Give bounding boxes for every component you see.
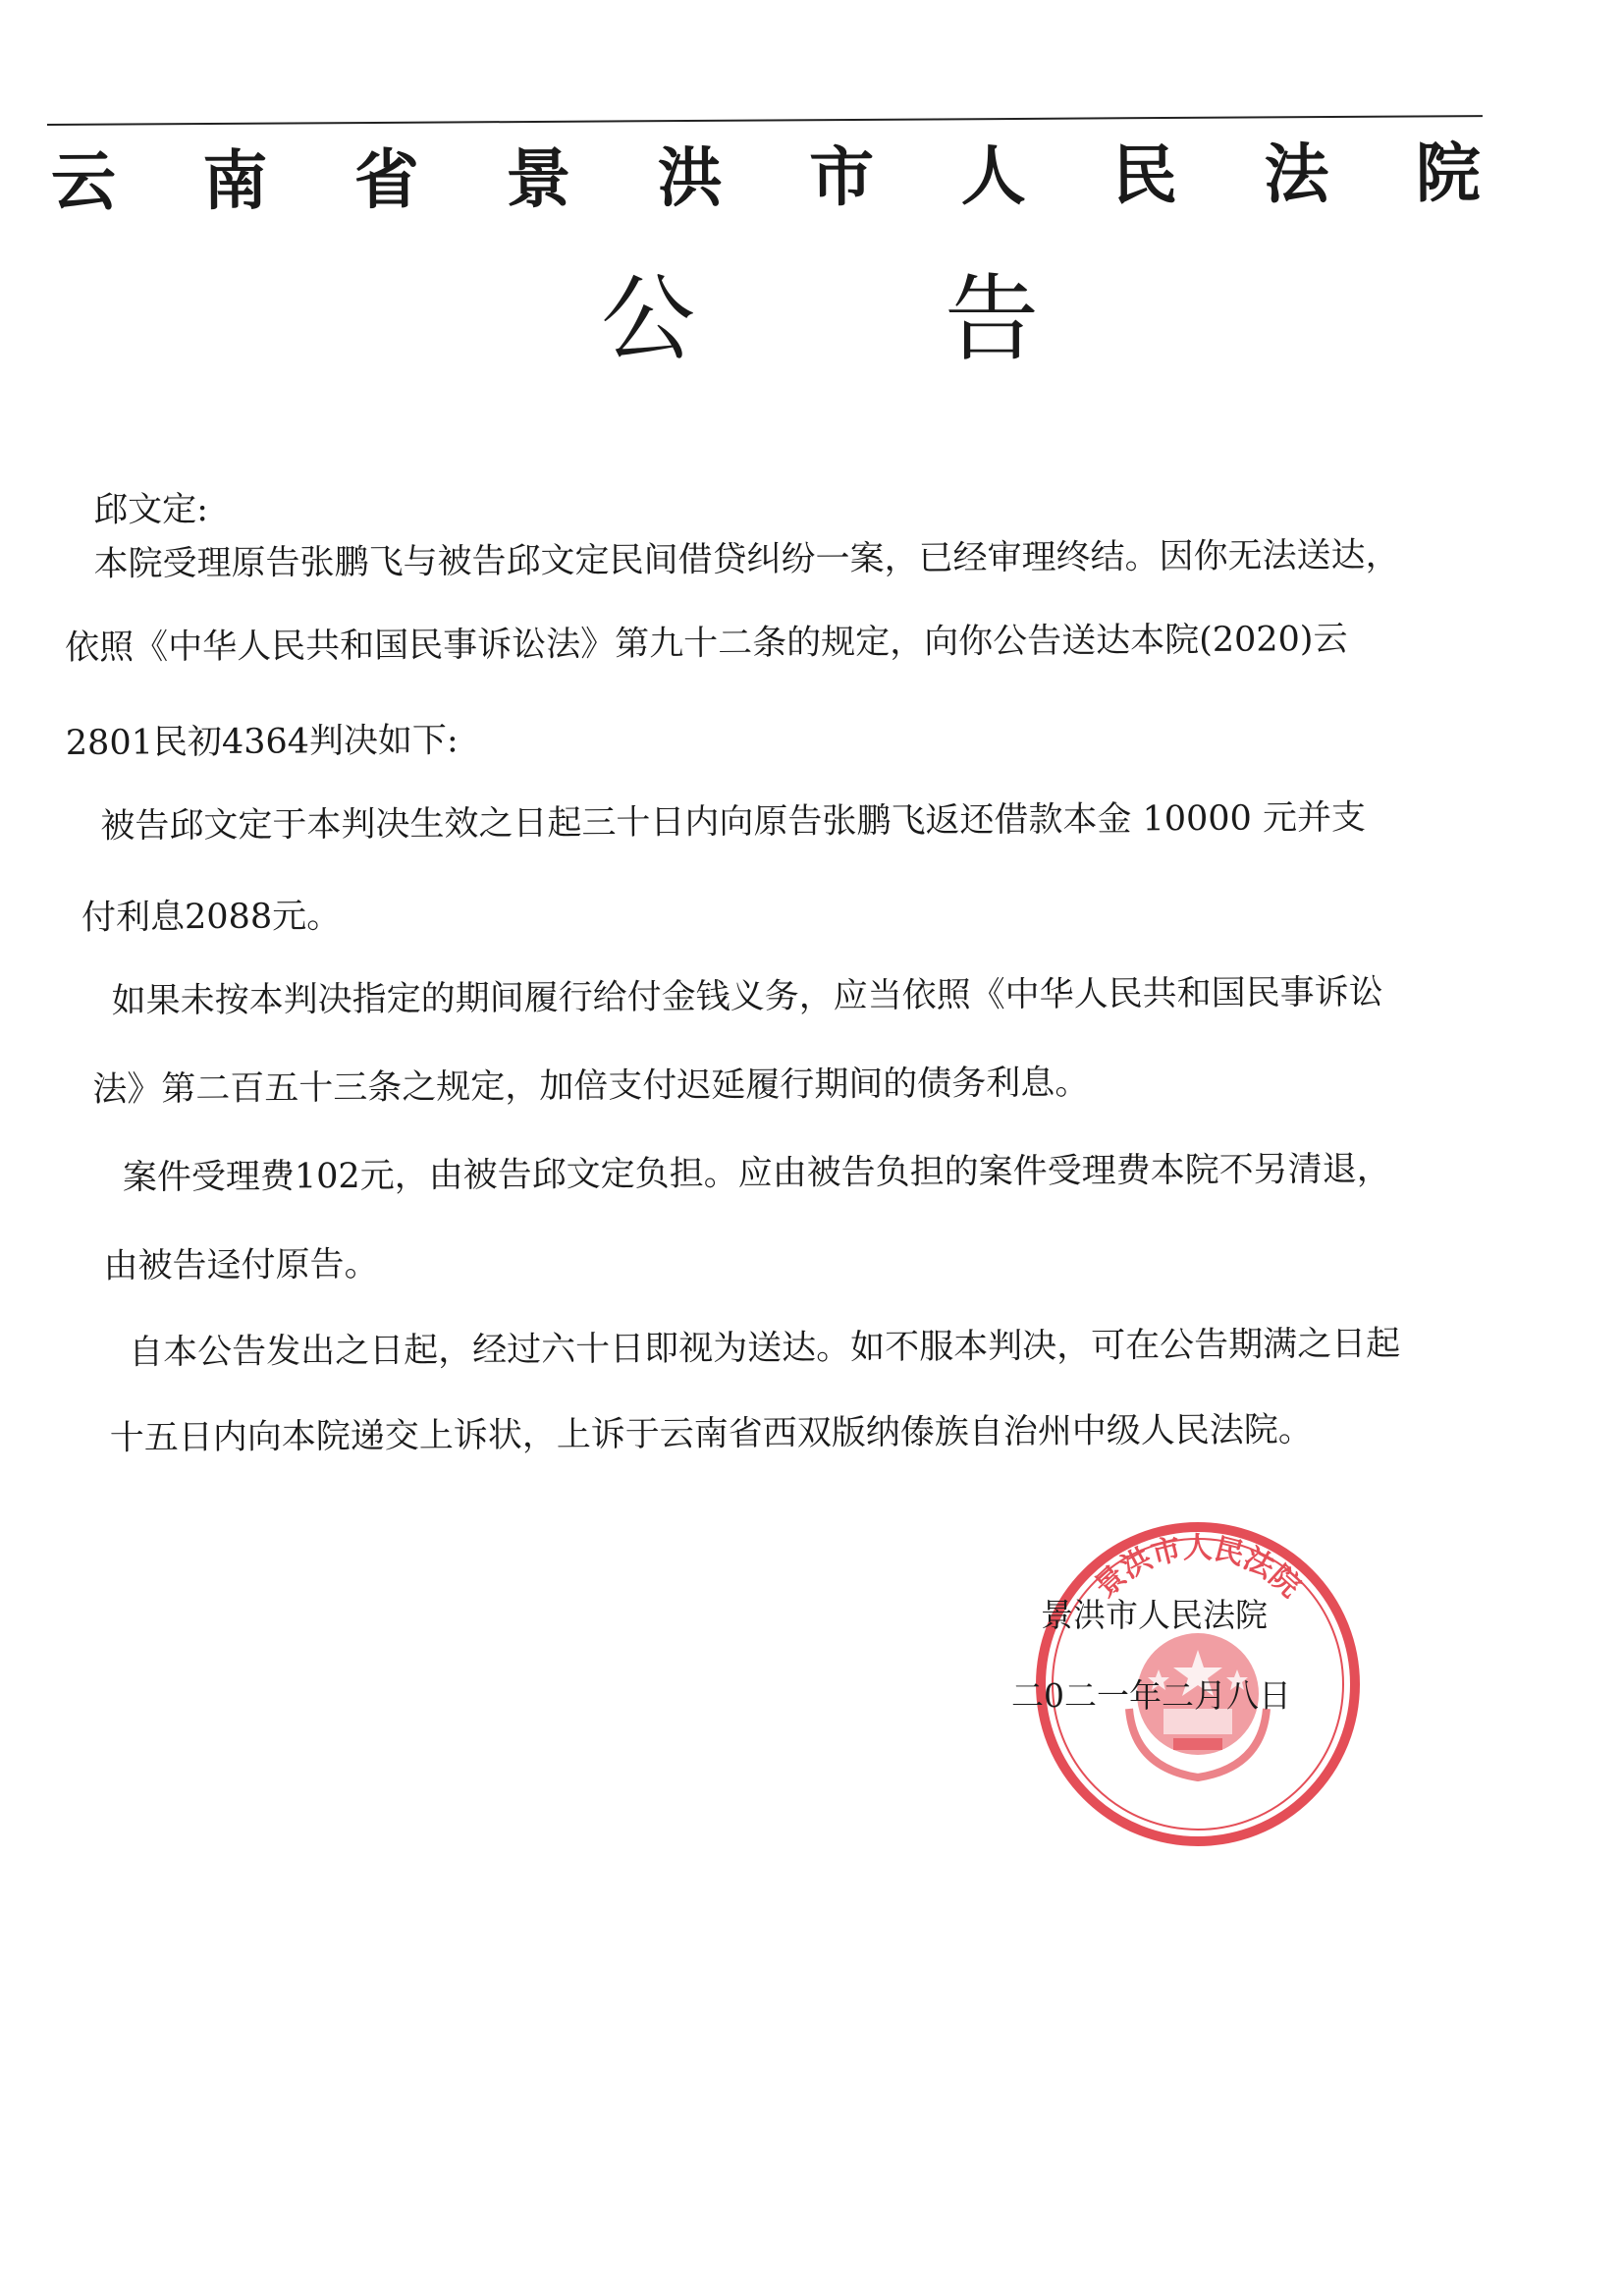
body-line: 付利息2088元。 <box>81 897 342 938</box>
header-rule <box>47 115 1483 126</box>
court-name-char: 洪 <box>657 138 723 217</box>
court-name-char: 省 <box>353 140 420 219</box>
body-line: 如果未按本判决指定的期间履行给付金钱义务，应当依照《中华人民共和国民事诉讼 <box>111 972 1383 1021</box>
court-name-char: 人 <box>960 137 1026 215</box>
addressee-line: 邱文定: <box>93 490 209 530</box>
notice-body <box>65 476 1522 1458</box>
body-line: 被告邱文定于本判决生效之日起三十日内向原告张鹏飞返还借款本金 10000 元并支 <box>100 797 1367 847</box>
title-char: 公 <box>601 264 695 374</box>
court-name-char: 云 <box>50 142 117 220</box>
title-char: 告 <box>945 264 1039 374</box>
body-line: 法》第二百五十三条之规定，加倍支付迟延履行期间的债务利息。 <box>92 1063 1090 1110</box>
signature-court: 景洪市人民法院 <box>1041 1596 1268 1634</box>
body-line: 自本公告发出之日起，经过六十日即视为送达。如不服本判决，可在公告期满之日起 <box>129 1324 1401 1373</box>
court-name-char: 法 <box>1264 135 1329 213</box>
signature-date: 二0二一年二月八日 <box>1011 1676 1291 1715</box>
court-name-char: 景 <box>506 139 571 218</box>
court-name-heading <box>39 129 1493 226</box>
court-name-char: 民 <box>1111 136 1178 214</box>
seal-text: 景洪市人民法院 <box>1088 1531 1308 1605</box>
body-line: 案件受理费102元，由被告邱文定负担。应由被告负担的案件受理费本院不另清退， <box>122 1149 1391 1198</box>
court-name-char: 市 <box>808 137 875 216</box>
court-name-char: 南 <box>202 141 268 219</box>
body-line: 十五日内向本院递交上诉状，上诉于云南省西双版纳傣族自治州中级人民法院。 <box>109 1410 1313 1458</box>
body-line: 由被告迳付原告。 <box>103 1244 379 1286</box>
body-line: 2801民初4364判决如下: <box>65 721 459 764</box>
court-name-char: 院 <box>1415 135 1482 212</box>
document-title <box>589 260 1051 378</box>
body-line: 依照《中华人民共和国民事诉讼法》第九十二条的规定，向你公告送达本院(2020)云 <box>65 619 1348 669</box>
body-line: 本院受理原告张鹏飞与被告邱文定民间借贷纠纷一案，已经审理终结。因你无法送达， <box>93 535 1400 584</box>
